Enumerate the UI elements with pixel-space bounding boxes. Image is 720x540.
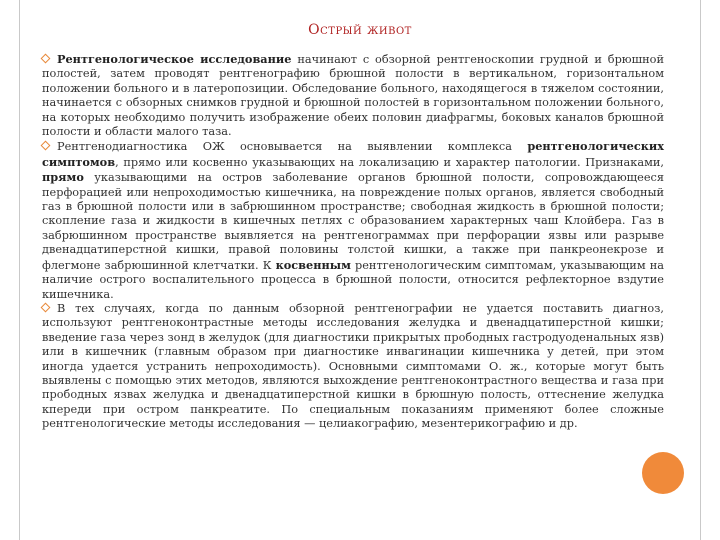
paragraph-1-text-1: начинают с обзорной рентгеноскопии грудной и брюшной полостей, затем проводят рентгенографию брюшной полости в вертикальном, горизонтальном положении больного и в латеропозиции. Обследование больного, находящегося в тяжелом состоянии, начинается с обзорных снимков грудной и брюшной полостей в горизонтальном положении больного, на которых необходимо получить изображение обеих половин диафрагмы, боковых каналов брюшной полости и области малого таза. [42, 53, 665, 139]
paragraph-2 [42, 139, 664, 301]
decorative-orange-circle [642, 452, 684, 494]
paragraph-2-bold-2: прямо [42, 170, 84, 185]
paragraph-1 [42, 52, 664, 139]
paragraph-2-text-2: , прямо или косвенно указывающих на локализацию и характер патологии. Признаками, [115, 155, 664, 169]
paragraph-3-text-1: В тех случаях, когда по данным обзорной рентгенографии не удается поставить диагноз, используют рентгеноконтрастные методы исследования желудка и двенадцатиперстной кишки; введение газа через зонд в желудок (для диагностики прикрытых прободных гастродуоденальных язв) или в кишечник (главным образом при диагностике инвагинации кишечника у детей, при этом иногда удается устранить непроходимость). Основными симптомами О. ж., которые могут быть выявлены с помощью этих методов, являются выхождение рентгеноконтрастного вещества и газа при прободных язвах желудка и двенадцатиперстной кишки в брюшную полость, оттеснение желудка кпереди при остром панкреатите. По специальным показаниям применяют более сложные рентгенологические методы исследования — целиакографию, мезентерикографию и др. [42, 301, 664, 431]
diamond-bullet-icon [41, 141, 51, 151]
slide-body [42, 52, 664, 432]
left-border-line [19, 0, 20, 540]
right-border-line [700, 0, 701, 540]
paragraph-2-text-4: рентгенологическим симптомам, указывающим на наличие острого воспалительного процесса в брюшной полости, относится рефлекторное вздутие кишечника. [42, 258, 664, 301]
slide-title: Острый живот [308, 22, 412, 38]
paragraph-2-text-1: Рентгенодиагностика ОЖ основывается на выявлении комплекса [57, 140, 528, 154]
diamond-bullet-icon [41, 54, 51, 64]
paragraph-1-bold-1: Рентгенологическое исследование [57, 52, 292, 66]
paragraph-3 [42, 302, 664, 432]
diamond-bullet-icon [41, 302, 51, 312]
paragraph-2-bold-3: косвенным [275, 257, 351, 272]
paragraph-2-bold-1: рентгенологических симптомов [42, 139, 664, 169]
paragraph-2-text-3: указывающими на остров заболевание органов брюшной полости, сопровождающееся перфорацией или непроходимостью кишечника, на повреждение полых органов, является свободный газ в брюшной полости или в забрюшинном пространстве; свободная жидкость в брюшной полости; скопление газа и жидкости в кишечных петлях с образованием характерных чаш Клойбера. Газ в забрюшинном пространстве выявляется на рентгенограммах при перфорации язвы или разрыве двенадцатиперстной кишки, правой половины толстой кишки, а также при панкреонекрозе и флегмоне забрюшинной клетчатки. К [42, 171, 664, 272]
